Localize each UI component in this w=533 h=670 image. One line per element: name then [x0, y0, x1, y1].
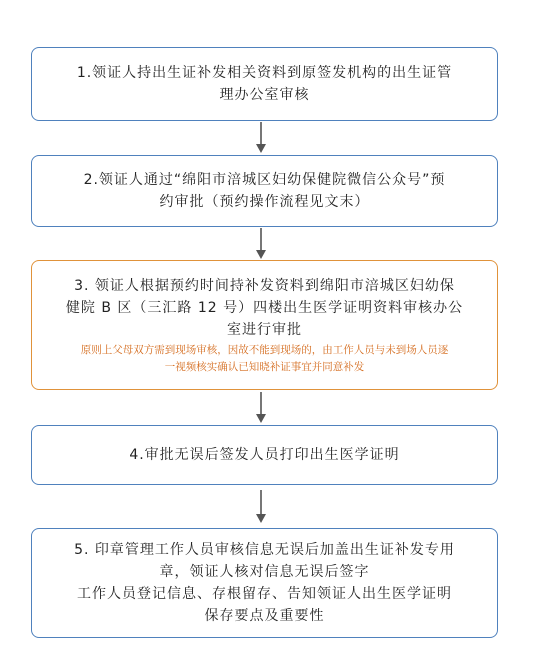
flow-step-3-note: 原则上父母双方需到现场审核，因故不能到现场的，由工作人员与未到场人员逐 一视频核实确认已知晓补证事宜并同意补发: [80, 343, 449, 373]
down-arrow-icon: [254, 392, 268, 424]
down-arrow-icon: [254, 228, 268, 260]
down-arrow-icon: [254, 490, 268, 524]
flow-step-3-box: [31, 260, 498, 390]
flow-step-3-text: 3. 领证人根据预约时间持补发资料到绵阳市涪城区妇幼保 健院 B 区（三汇路 12 号）四楼出生医学证明资料审核办公 室进行审批: [65, 277, 464, 338]
flow-step-2-box: [31, 155, 498, 227]
flow-step-1-text: 1.领证人持出生证补发相关资料到原签发机构的出生证管 理办公室审核: [76, 65, 453, 103]
down-arrow-icon: [254, 122, 268, 154]
flow-step-5-text: 5. 印章管理工作人员审核信息无误后加盖出生证补发专用 章，领证人核对信息无误后签字 工作人员登记信息、存根留存、告知领证人出生医学证明 保存要点及重要性: [74, 542, 455, 624]
flow-step-1-box: [31, 47, 498, 121]
flow-step-2-text: 2.领证人通过“绵阳市涪城区妇幼保健院微信公众号”预 约审批（预约操作流程见文末）: [83, 172, 446, 210]
flow-step-5-box: [31, 528, 498, 638]
flow-step-4-text: 4.审批无误后签发人员打印出生医学证明: [129, 447, 400, 463]
flow-step-4-box: [31, 425, 498, 485]
